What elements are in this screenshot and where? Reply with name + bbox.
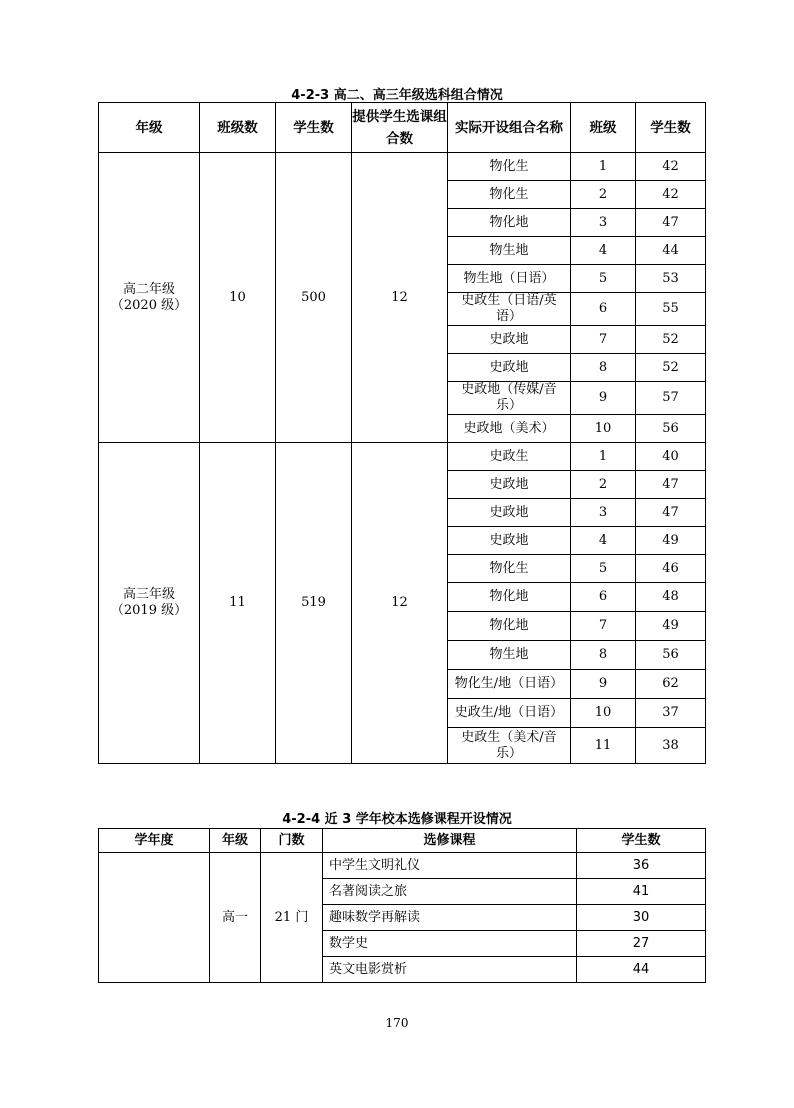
students-cell: 46 [636,555,706,583]
class-number-cell: 7 [571,612,636,641]
students-cell: 42 [636,181,706,209]
combo-name-cell: 史政地 [448,499,571,527]
course-students-cell: 27 [577,931,706,957]
header-academic-year: 学年度 [99,829,210,853]
elective-course-table [98,828,706,983]
course-name-cell: 趣味数学再解读 [323,905,577,931]
students-cell: 52 [636,326,706,354]
class-number-cell: 4 [571,237,636,265]
students-cell: 38 [636,728,706,764]
combo-name-cell: 物化地 [448,583,571,612]
class-number-cell: 10 [571,415,636,443]
students-cell: 57 [636,382,706,415]
grade-year: （2019 级） [110,603,188,618]
class-number-cell: 1 [571,443,636,471]
table1-body [99,153,706,764]
class-number-cell: 10 [571,699,636,728]
grade-cell: 高一 [210,853,261,983]
table-row [99,153,706,181]
class-number-cell: 9 [571,382,636,415]
students-cell: 56 [636,415,706,443]
combo-name-cell: 物化地 [448,612,571,641]
page-number: 170 [385,1016,409,1030]
class-number-cell: 8 [571,354,636,382]
students-cell: 44 [636,237,706,265]
grade-name: 高三年级 [122,587,175,602]
table-row [99,853,706,879]
academic-year-cell [99,853,210,983]
students-cell: 47 [636,209,706,237]
students-cell: 52 [636,354,706,382]
table2-caption: 4-2-4 近 3 学年校本选修课程开设情况 [282,812,512,827]
grade-cell [99,443,200,764]
combo-name-cell: 物生地（日语） [448,265,571,293]
combo-name-cell: 物生地 [448,237,571,265]
header-combo-name: 实际开设组合名称 [448,103,571,153]
students-cell: 56 [636,641,706,670]
students-cell: 49 [636,527,706,555]
class-number-cell: 5 [571,265,636,293]
class-number-cell: 8 [571,641,636,670]
students-cell: 55 [636,293,706,326]
class-number-cell: 6 [571,583,636,612]
combo-name-cell: 史政生/地（日语） [448,699,571,728]
combo-name-cell: 史政地 [448,471,571,499]
students-cell: 37 [636,699,706,728]
course-students-cell: 30 [577,905,706,931]
course-students-cell: 44 [577,957,706,983]
class-count-cell: 10 [200,153,276,443]
class-number-cell: 1 [571,153,636,181]
course-students-cell: 36 [577,853,706,879]
combo-offered-cell: 12 [352,443,448,764]
class-number-cell: 7 [571,326,636,354]
combo-name-cell: 史政地 [448,326,571,354]
course-name-cell: 英文电影赏析 [323,957,577,983]
student-count-cell: 500 [276,153,352,443]
header-class: 班级 [571,103,636,153]
combo-name-cell: 史政地 [448,354,571,382]
class-number-cell: 2 [571,181,636,209]
students-cell: 49 [636,612,706,641]
class-number-cell: 3 [571,209,636,237]
header-course-count: 门数 [261,829,323,853]
combo-name-cell: 史政地（美术） [448,415,571,443]
header-grade: 年级 [210,829,261,853]
combo-name-cell: 物化生 [448,153,571,181]
course-students-cell: 41 [577,879,706,905]
class-number-cell: 2 [571,471,636,499]
combo-name-cell: 物生地 [448,641,571,670]
course-count-cell: 21 门 [261,853,323,983]
students-cell: 47 [636,471,706,499]
table2-body [99,853,706,983]
combo-name-cell: 史政地 [448,527,571,555]
grade-cell [99,153,200,443]
header-students: 学生数 [577,829,706,853]
combo-name-cell: 史政生（日语/英语） [448,293,571,326]
header-class-count: 班级数 [200,103,276,153]
class-number-cell: 4 [571,527,636,555]
combo-name-cell: 史政地（传媒/音乐） [448,382,571,415]
subject-combination-table [98,102,706,764]
grade-name: 高二年级 [122,281,175,297]
combo-name-cell: 物化生/地（日语） [448,670,571,699]
header-student-count: 学生数 [276,103,352,153]
table1-caption: 4-2-3 高二、高三年级选科组合情况 [291,88,503,103]
grade-year: （2020 级） [110,297,188,313]
combo-name-cell: 史政生 [448,443,571,471]
students-cell: 53 [636,265,706,293]
students-cell: 48 [636,583,706,612]
class-number-cell: 5 [571,555,636,583]
combo-offered-cell: 12 [352,153,448,443]
class-number-cell: 3 [571,499,636,527]
header-students: 学生数 [636,103,706,153]
header-grade: 年级 [99,103,200,153]
student-count-cell: 519 [276,443,352,764]
students-cell: 42 [636,153,706,181]
header-combo-offered: 提供学生选课组合数 [352,103,448,153]
class-count-cell: 11 [200,443,276,764]
header-elective-course: 选修课程 [323,829,577,853]
course-name-cell: 名著阅读之旅 [323,879,577,905]
students-cell: 62 [636,670,706,699]
students-cell: 47 [636,499,706,527]
combo-name-cell: 物化生 [448,181,571,209]
course-name-cell: 数学史 [323,931,577,957]
class-number-cell: 6 [571,293,636,326]
class-number-cell: 11 [571,728,636,764]
combo-name-cell: 史政生（美术/音乐） [448,728,571,764]
combo-name-cell: 物化地 [448,209,571,237]
combo-name-cell: 物化生 [448,555,571,583]
course-name-cell: 中学生文明礼仪 [323,853,577,879]
students-cell: 40 [636,443,706,471]
table-row [99,443,706,471]
class-number-cell: 9 [571,670,636,699]
